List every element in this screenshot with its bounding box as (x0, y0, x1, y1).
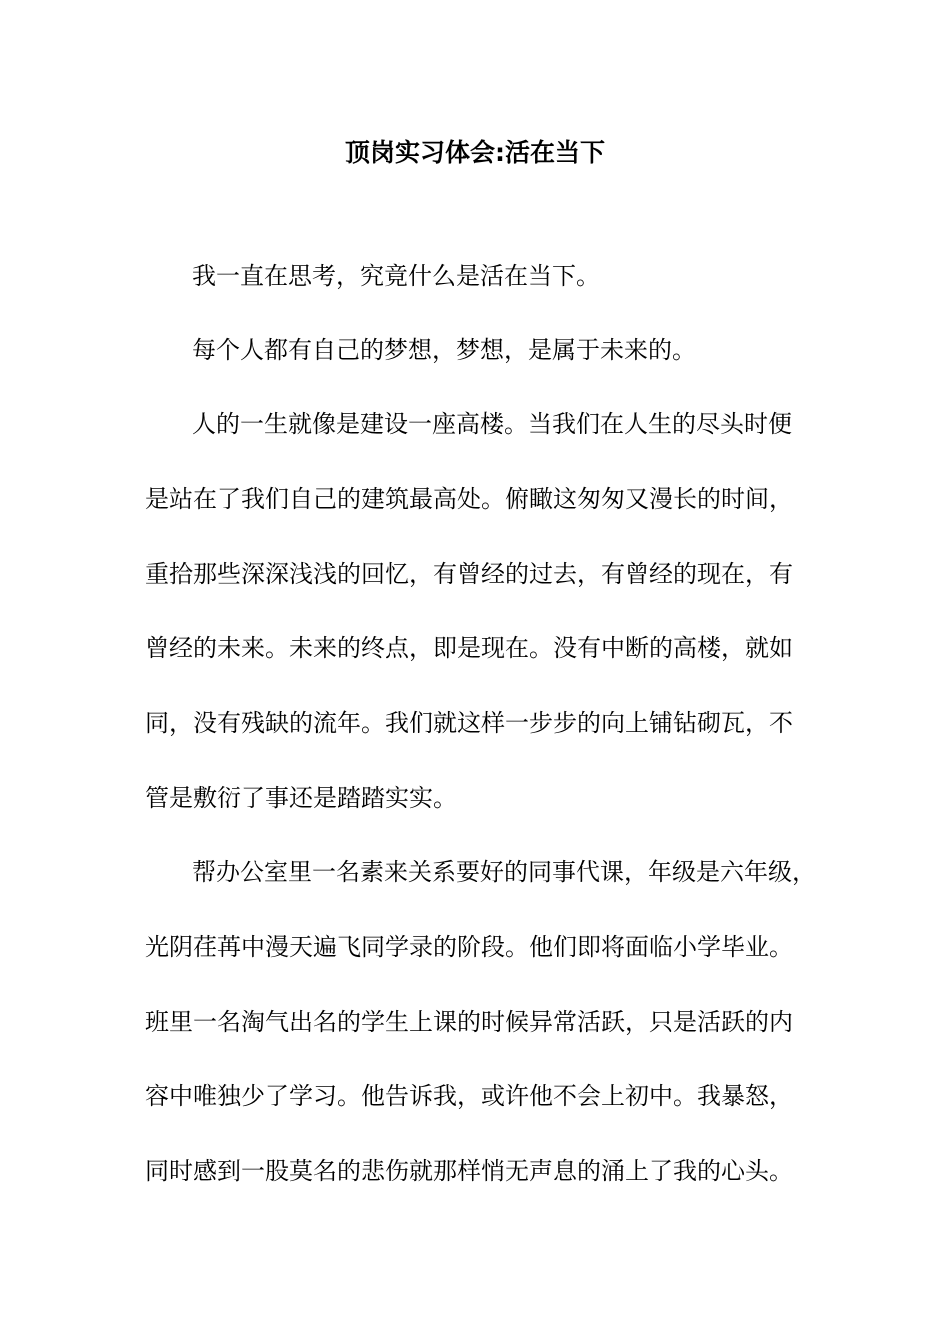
paragraph-4-line-2: 光阴荏苒中漫天遍飞同学录的阶段。他们即将面临小学毕业。 (145, 933, 793, 961)
document-title: 顶岗实习体会:活在当下 (345, 138, 605, 167)
paragraph-4-line-5: 同时感到一股莫名的悲伤就那样悄无声息的涌上了我的心头。 (145, 1157, 793, 1185)
paragraph-4-line-4: 容中唯独少了学习。他告诉我，或许他不会上初中。我暴怒， (145, 1082, 793, 1110)
paragraph-3-line-1: 人的一生就像是建设一座高楼。当我们在人生的尽头时便 (192, 410, 792, 438)
paragraph-4-line-3: 班里一名淘气出名的学生上课的时候异常活跃，只是活跃的内 (145, 1008, 793, 1036)
paragraph-4-line-1: 帮办公室里一名素来关系要好的同事代课，年级是六年级， (192, 858, 816, 886)
paragraph-2-line-1: 每个人都有自己的梦想，梦想，是属于未来的。 (192, 336, 696, 364)
paragraph-3-line-2: 是站在了我们自己的建筑最高处。俯瞰这匆匆又漫长的时间， (145, 485, 793, 513)
paragraph-3-line-3: 重拾那些深深浅浅的回忆，有曾经的过去，有曾经的现在，有 (145, 560, 793, 588)
paragraph-3-line-6: 管是敷衍了事还是踏踏实实。 (145, 784, 457, 812)
paragraph-3-line-4: 曾经的未来。未来的终点，即是现在。没有中断的高楼，就如 (145, 634, 793, 662)
paragraph-3-line-5: 同，没有残缺的流年。我们就这样一步步的向上铺钻砌瓦，不 (145, 709, 793, 737)
paragraph-1-line-1: 我一直在思考，究竟什么是活在当下。 (192, 262, 600, 290)
